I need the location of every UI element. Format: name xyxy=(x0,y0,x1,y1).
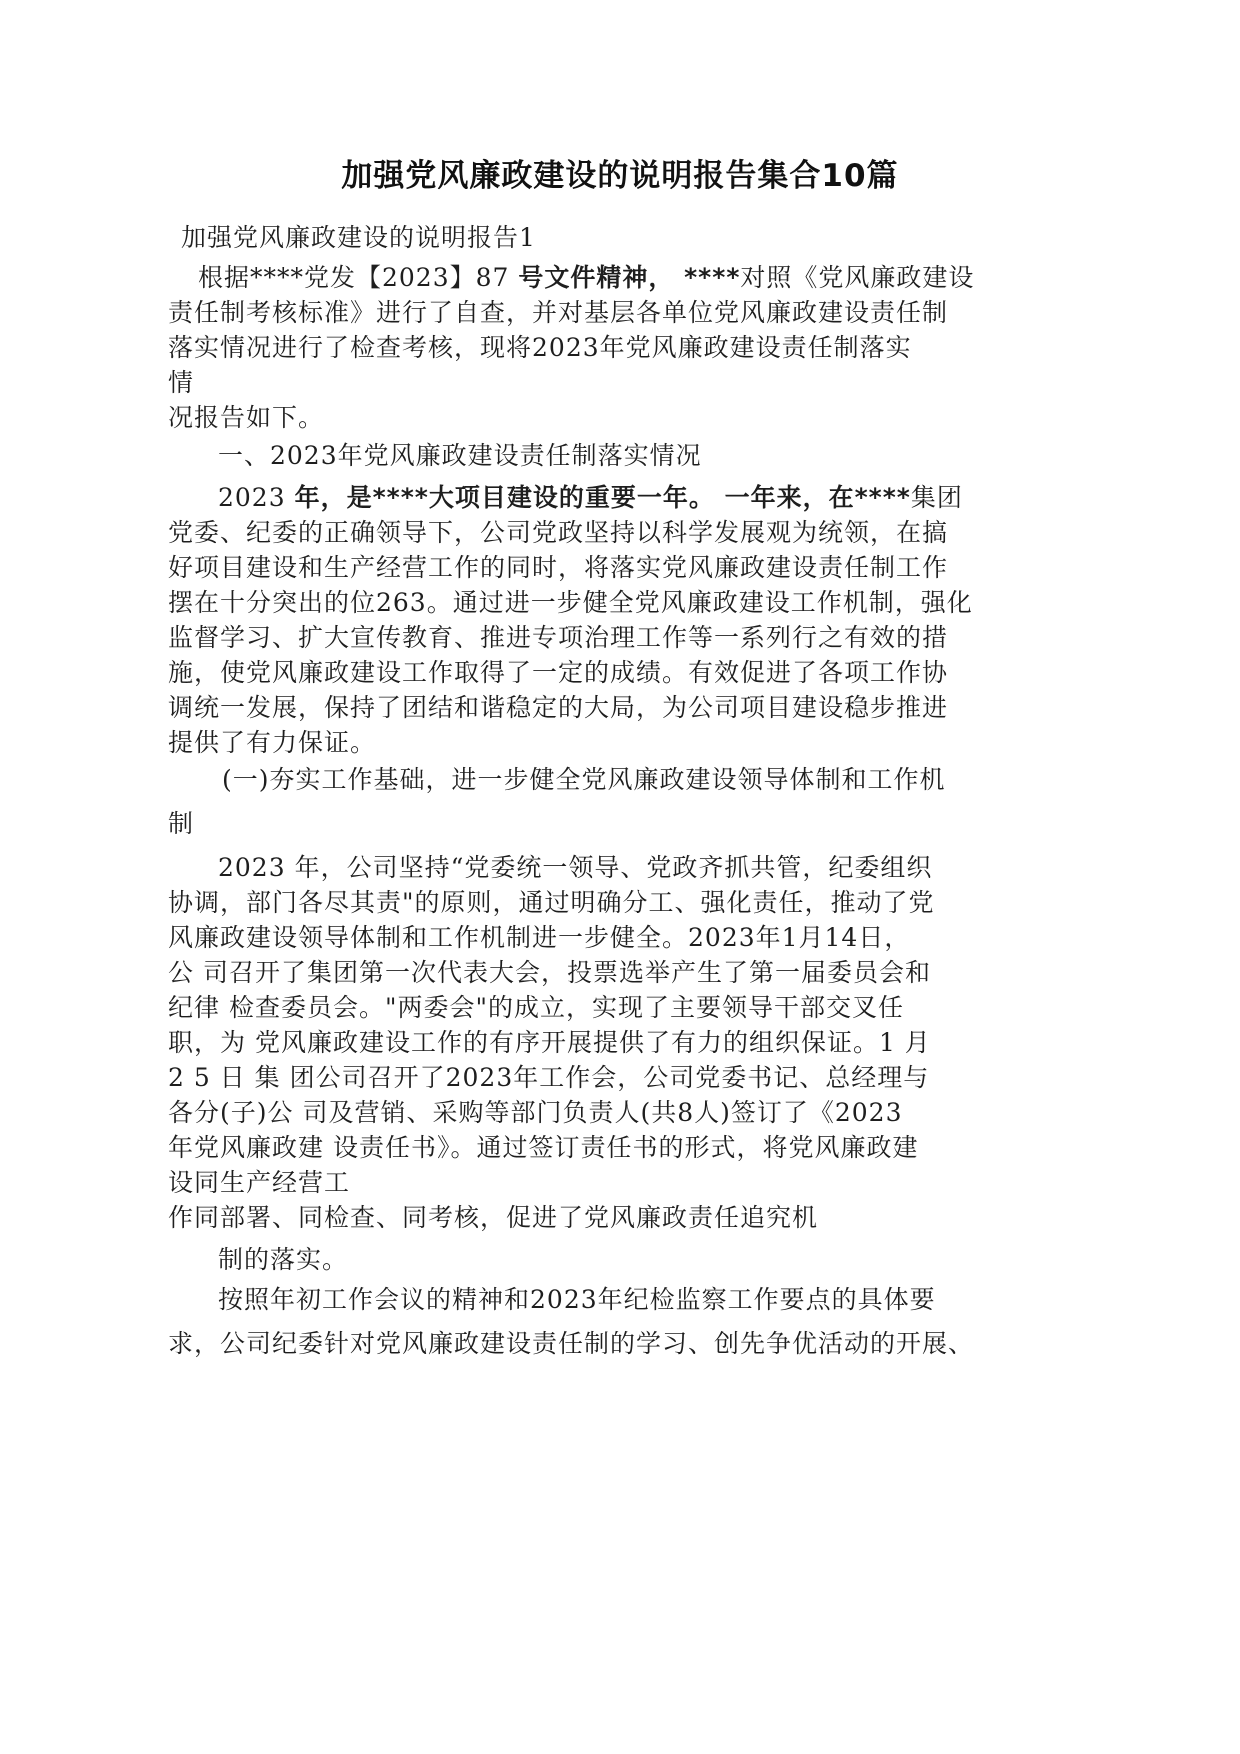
paragraph-line xyxy=(218,482,963,514)
text-run: 对照《党风廉政建设 xyxy=(740,263,975,292)
paragraph-line: 好项目建设和生产经营工作的同时，将落实党风廉政建设责任制工作 xyxy=(168,553,949,582)
document-title: 加强党风廉政建设的说明报告集合10篇 xyxy=(341,158,899,194)
paragraph-line: 纪律 检查委员会。"两委会"的成立，实现了主要领导干部交叉任 xyxy=(168,993,904,1022)
paragraph-line: 协调，部门各尽其责"的原则，通过明确分工、强化责任，推动了党 xyxy=(168,888,935,917)
subsection-heading-cont: 制 xyxy=(168,809,195,838)
paragraph-line xyxy=(198,262,974,294)
subsection-heading: (一)夯实工作基础，进一步健全党风廉政建设领导体制和工作机 xyxy=(222,765,946,794)
bold-text-run: 年，是****大项目建设的重要一年。 一年来，在**** xyxy=(294,483,911,512)
paragraph-line: 党委、纪委的正确领导下，公司党政坚持以科学发展观为统领，在搞 xyxy=(168,518,949,547)
paragraph-line: 情 xyxy=(168,368,195,397)
paragraph-line: 制的落实。 xyxy=(218,1245,349,1274)
paragraph-line: 职，为 党风廉政建设工作的有序开展提供了有力的组织保证。1 月 xyxy=(168,1028,931,1057)
bold-text-run: 号文件精神， **** xyxy=(518,263,741,292)
section-heading: 一、2023年党风廉政建设责任制落实情况 xyxy=(218,441,702,470)
paragraph-line: 风廉政建设领导体制和工作机制进一步健全。2023年1月14日， xyxy=(168,923,911,952)
paragraph-line: 摆在十分突出的位263。通过进一步健全党风廉政建设工作机制，强化 xyxy=(168,588,973,617)
paragraph-line: 2 5 日 集 团公司召开了2023年工作会，公司党委书记、总经理与 xyxy=(168,1063,930,1092)
paragraph-line: 公 司召开了集团第一次代表大会，投票选举产生了第一届委员会和 xyxy=(168,958,931,987)
paragraph-line: 提供了有力保证。 xyxy=(168,728,377,757)
paragraph-line: 求，公司纪委针对党风廉政建设责任制的学习、创先争优活动的开展、 xyxy=(168,1329,975,1358)
paragraph-line: 责任制考核标准》进行了自查，并对基层各单位党风廉政建设责任制 xyxy=(168,298,949,327)
paragraph-line: 按照年初工作会议的精神和2023年纪检监察工作要点的具体要 xyxy=(218,1285,936,1314)
text-run: 集团 xyxy=(910,483,963,512)
paragraph-line: 作同部署、同检查、同考核，促进了党风廉政责任追究机 xyxy=(168,1203,819,1232)
paragraph-line: 落实情况进行了检查考核，现将2023年党风廉政建设责任制落实 xyxy=(168,333,912,362)
paragraph-line: 况报告如下。 xyxy=(168,403,325,432)
paragraph-line: 调统一发展，保持了团结和谐稳定的大局，为公司项目建设稳步推进 xyxy=(168,693,949,722)
paragraph-line: 年党风廉政建 设责任书》。通过签订责任书的形式，将党风廉政建 xyxy=(168,1133,919,1162)
paragraph-line: 设同生产经营工 xyxy=(168,1168,351,1197)
report-subheading: 加强党风廉政建设的说明报告1 xyxy=(181,223,536,252)
text-run: 根据****党发【2023】87 xyxy=(198,263,519,292)
paragraph-line: 监督学习、扩大宣传教育、推进专项治理工作等一系列行之有效的措 xyxy=(168,623,949,652)
paragraph-line: 各分(子)公 司及营销、采购等部门负责人(共8人)签订了《2023 xyxy=(168,1098,903,1127)
text-run: 2023 xyxy=(218,483,295,512)
paragraph-line: 施，使党风廉政建设工作取得了一定的成绩。有效促进了各项工作协 xyxy=(168,658,949,687)
paragraph-line: 2023 年，公司坚持“党委统一领导、党政齐抓共管，纪委组织 xyxy=(218,853,933,882)
